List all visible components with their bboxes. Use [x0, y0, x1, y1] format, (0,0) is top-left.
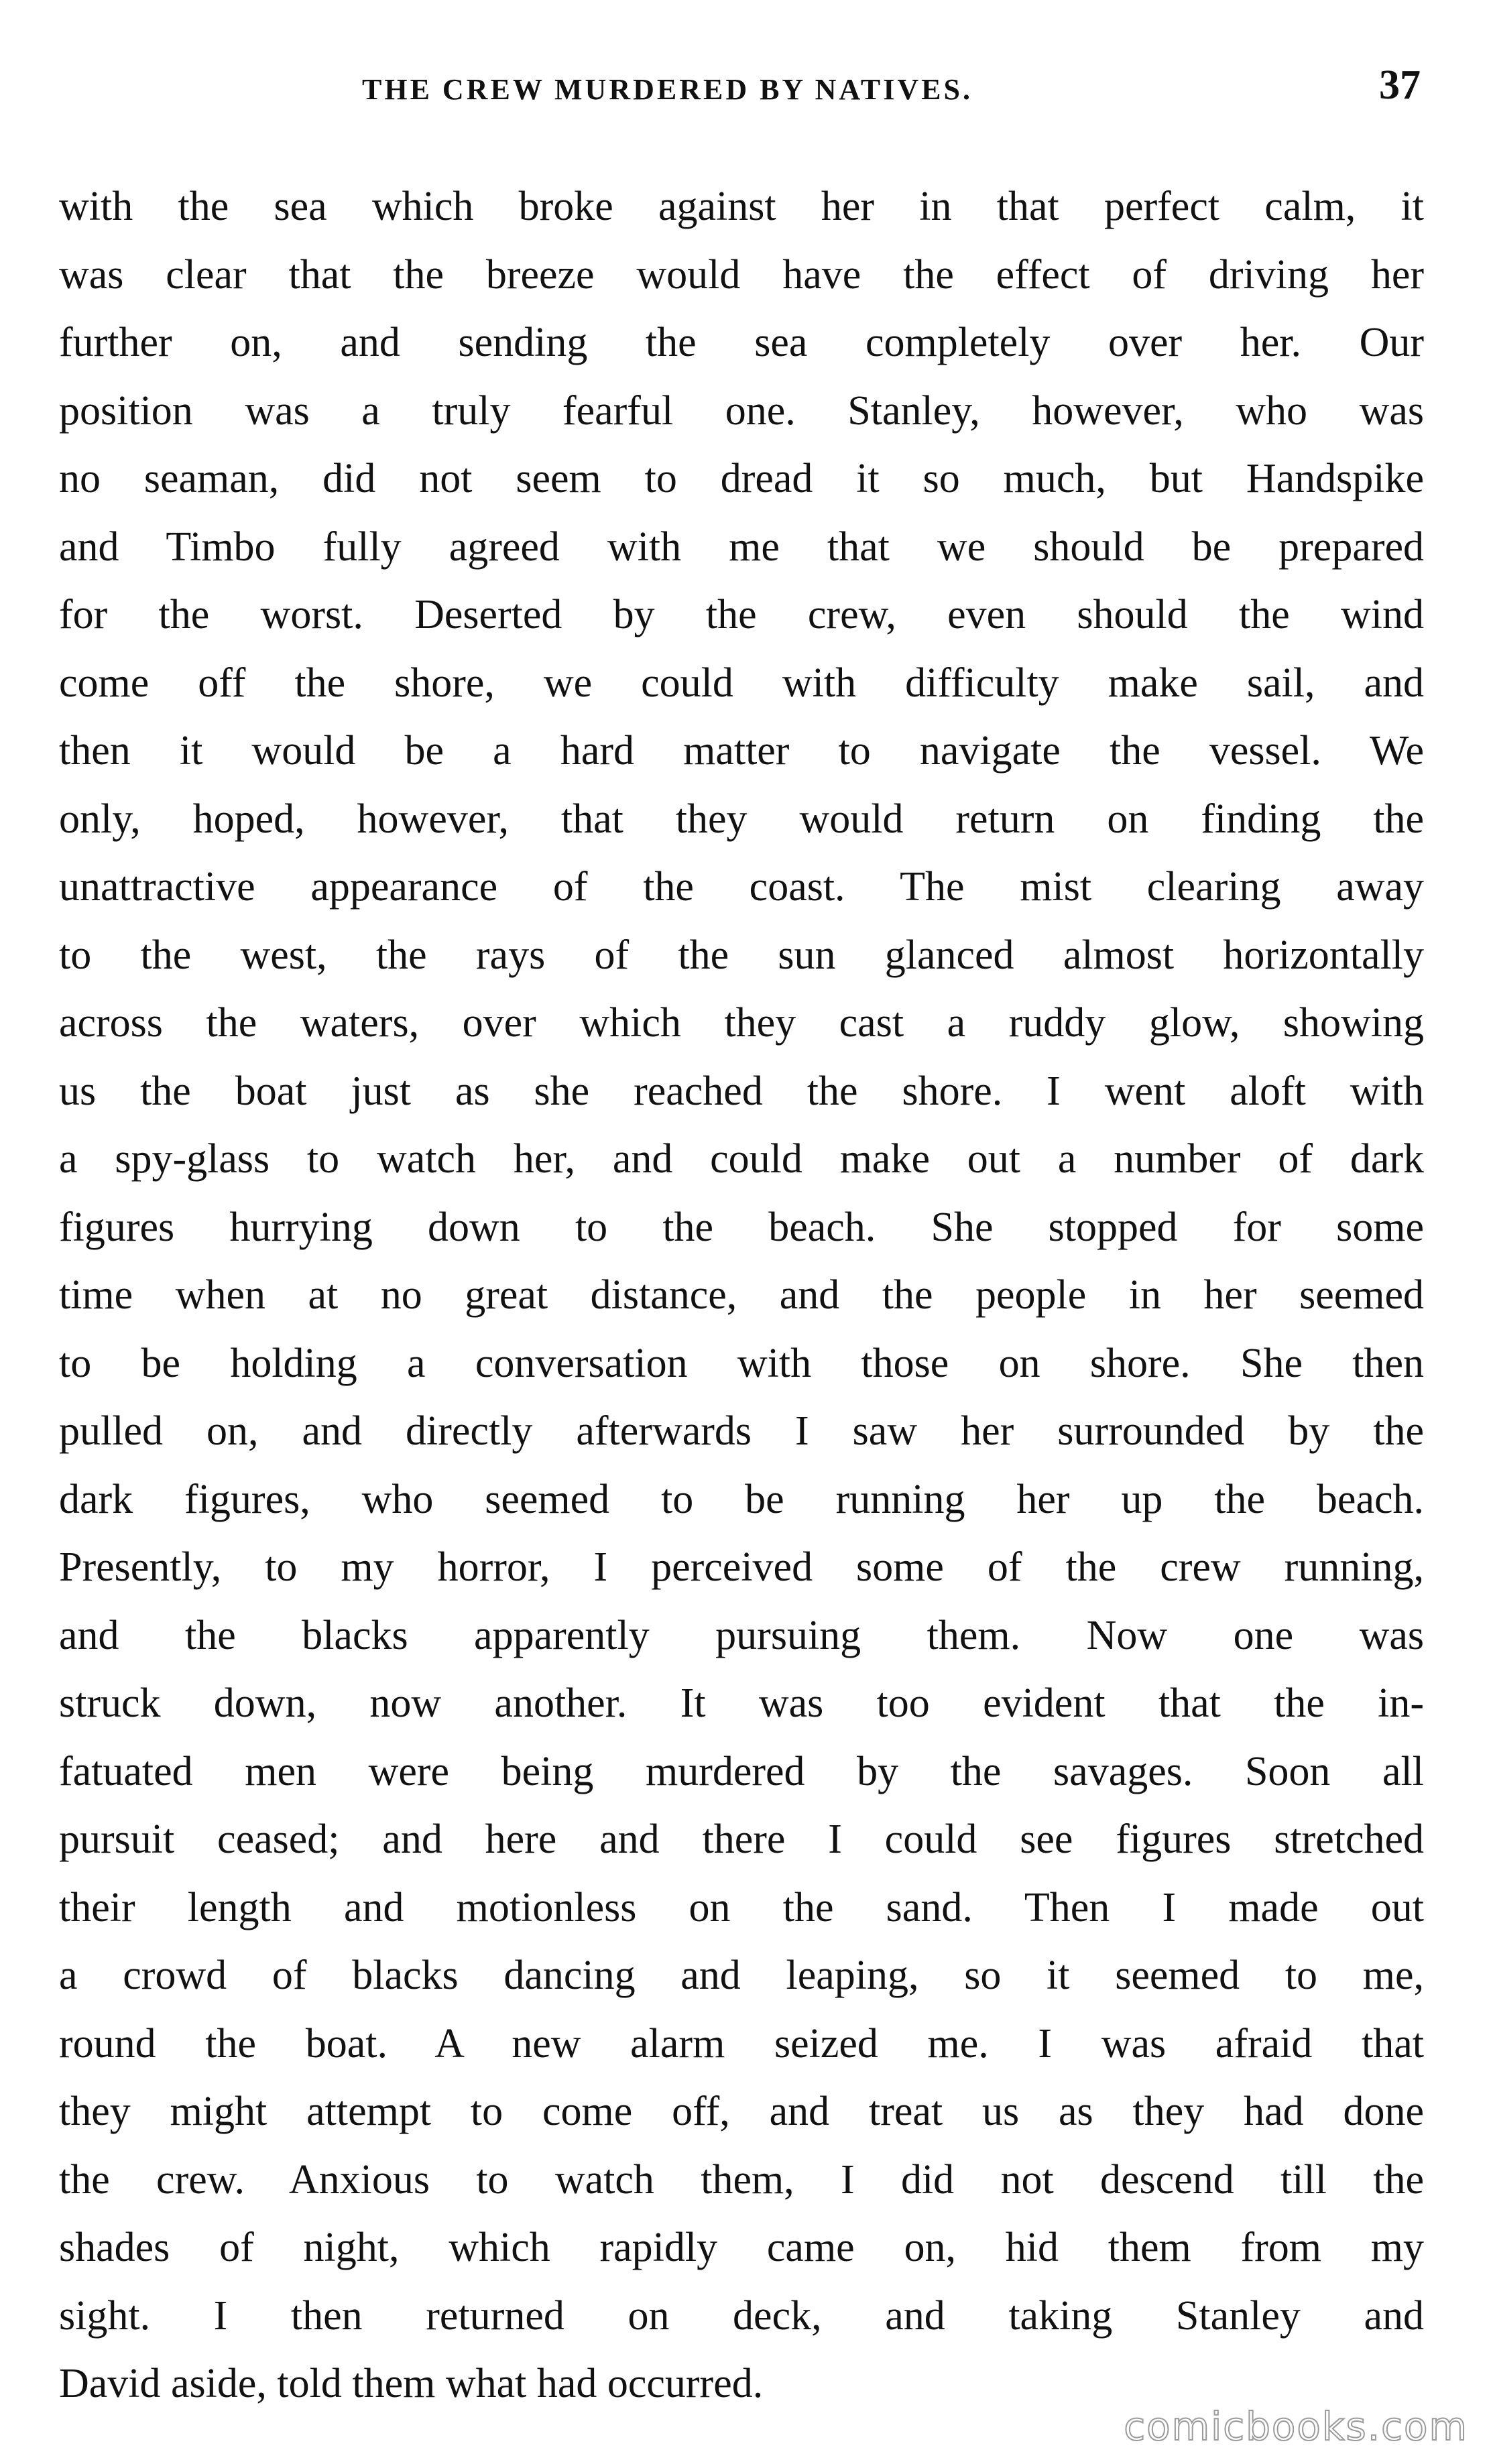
text-line: Presently, to my horror, I perceived some of the crew running,	[59, 1544, 1424, 1590]
text-line: shades of night, which rapidly came on, hid them from my	[59, 2225, 1424, 2270]
watermark: comicbooks.com	[1124, 2404, 1468, 2449]
text-line: struck down, now another. It was too evident that the in-	[59, 1680, 1424, 1726]
text-line: pursuit ceased; and here and there I could see figures stretched	[59, 1816, 1424, 1862]
text-line: they might attempt to come off, and treat us as they had done	[59, 2089, 1424, 2134]
text-line: further on, and sending the sea completely over her. Our	[59, 320, 1424, 365]
text-line: and Timbo fully agreed with me that we should be prepared	[59, 523, 1424, 570]
text-line: dark figures, who seemed to be running her up the beach.	[59, 1476, 1424, 1522]
text-line: fatuated men were being murdered by the savages. Soon all	[59, 1748, 1424, 1794]
text-line: no seaman, did not seem to dread it so much, but Handspike	[59, 456, 1424, 501]
text-line: their length and motionless on the sand. Then I made out	[59, 1884, 1424, 1930]
running-head: THE CREW MURDERED BY NATIVES.	[362, 73, 973, 106]
text-line: David aside, told them what had occurred.	[59, 2361, 764, 2406]
page-number: 37	[1379, 62, 1421, 108]
text-line: was clear that the breeze would have the effect of driving her	[59, 251, 1424, 298]
text-line: time when at no great distance, and the people in her seemed	[59, 1272, 1424, 1318]
text-line: position was a truly fearful one. Stanley, however, who was	[59, 387, 1424, 434]
text-line: us the boat just as she reached the shore. I went aloft with	[59, 1068, 1424, 1114]
text-line: and the blacks apparently pursuing them. Now one was	[59, 1612, 1424, 1658]
text-line: to be holding a conversation with those on shore. She then	[59, 1340, 1424, 1386]
text-line: pulled on, and directly afterwards I saw her surrounded by the	[59, 1408, 1424, 1454]
text-line: across the waters, over which they cast a ruddy glow, showing	[59, 1000, 1424, 1046]
text-line: for the worst. Deserted by the crew, even should the wind	[59, 592, 1424, 637]
text-line: round the boat. A new alarm seized me. I was afraid that	[59, 2020, 1424, 2067]
text-line: to the west, the rays of the sun glanced almost horizontally	[59, 932, 1424, 978]
text-line: then it would be a hard matter to navigate the vessel. We	[59, 728, 1424, 774]
text-line: a crowd of blacks dancing and leaping, so it seemed to me,	[59, 1953, 1424, 1998]
text-line: a spy-glass to watch her, and could make out a number of dark	[59, 1136, 1424, 1182]
text-line: the crew. Anxious to watch them, I did not descend till the	[59, 2156, 1424, 2203]
text-line: come off the shore, we could with difficulty make sail, and	[59, 660, 1424, 706]
text-line: with the sea which broke against her in that perfect calm, it	[59, 184, 1424, 229]
text-line: sight. I then returned on deck, and taking Stanley and	[59, 2292, 1424, 2339]
body-text	[59, 173, 1424, 2418]
text-line: only, hoped, however, that they would return on finding the	[59, 796, 1424, 842]
text-line: unattractive appearance of the coast. The mist clearing away	[59, 864, 1424, 910]
text-line: figures hurrying down to the beach. She stopped for some	[59, 1204, 1424, 1250]
